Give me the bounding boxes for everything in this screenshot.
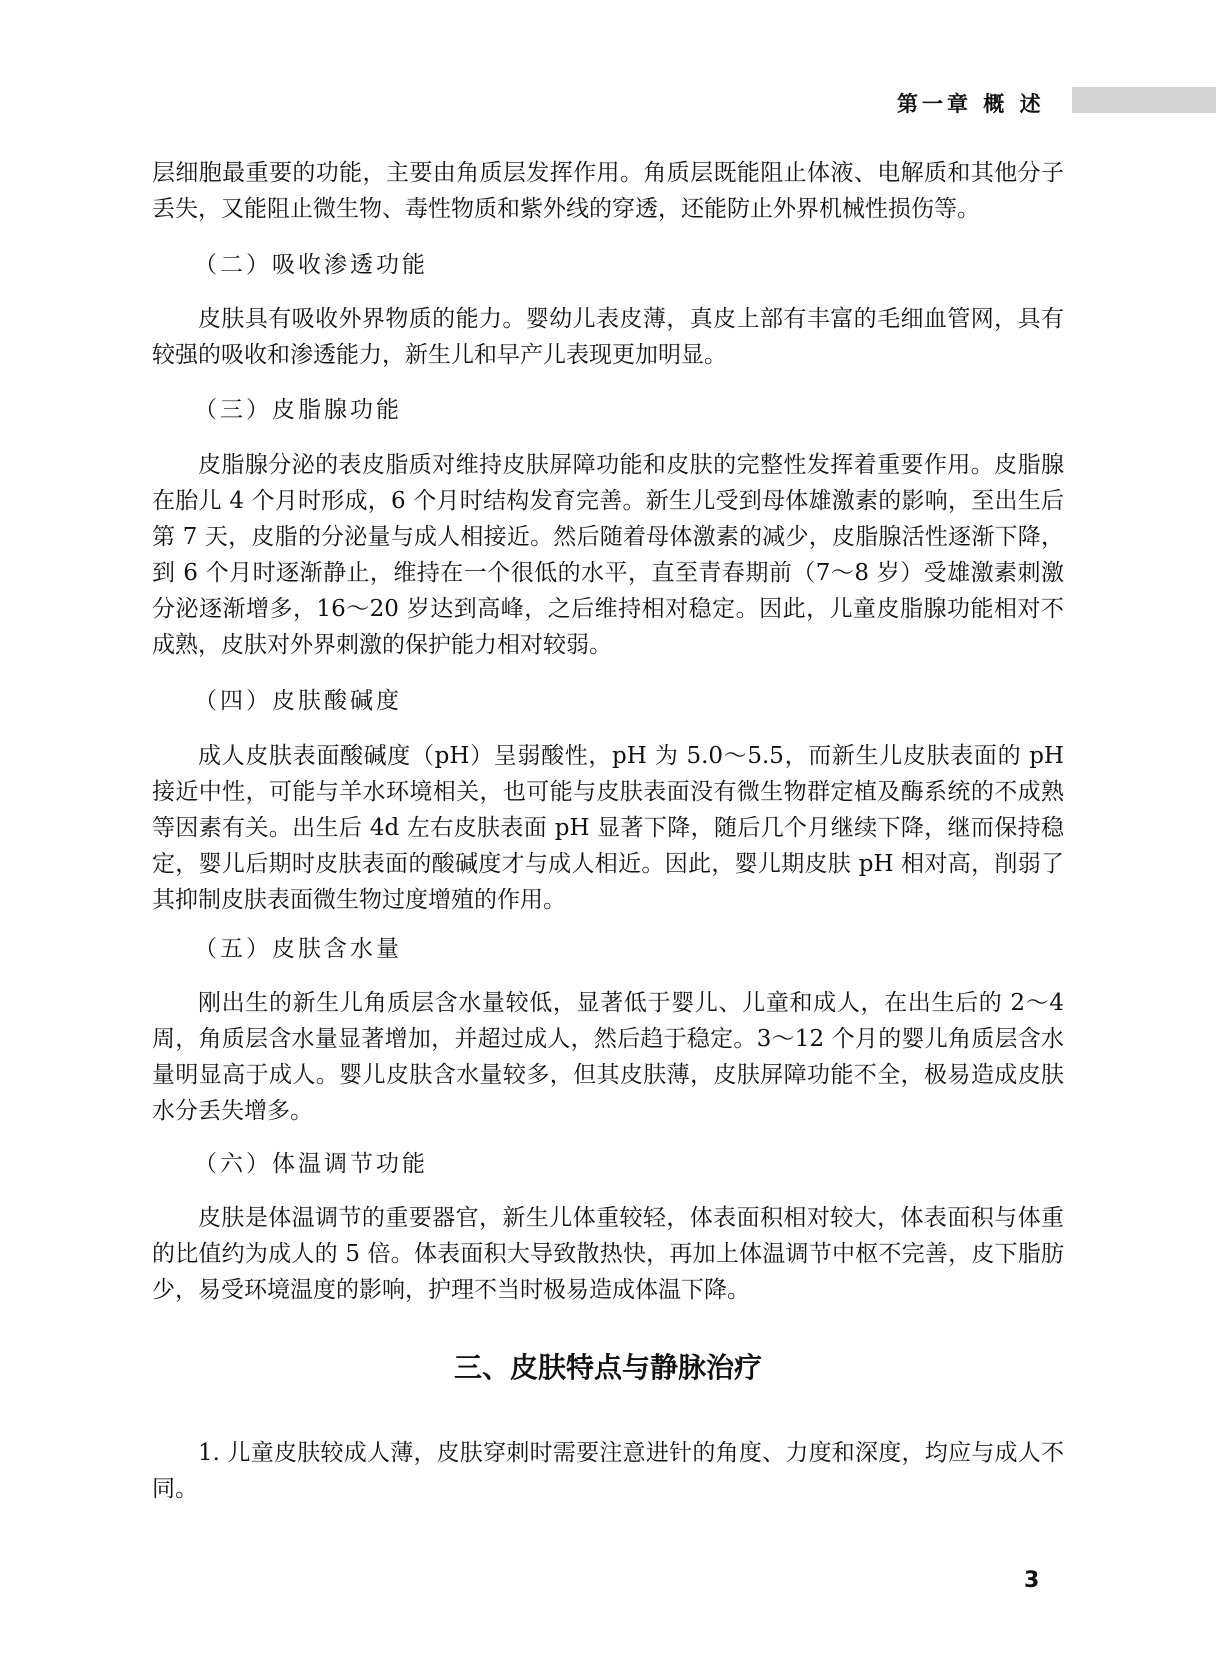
paragraph-point-1: 1. 儿童皮肤较成人薄，皮肤穿刺时需要注意进针的角度、力度和深度，均应与成人不同。 [152,1440,1064,1502]
paragraph-water-content: 刚出生的新生儿角质层含水量较低，显著低于婴儿、儿童和成人，在出生后的 2～4 周，角质层含水量显著增加，并超过成人，然后趋于稳定。3～12 个月的婴儿角质层含水量明显高于成人。婴儿皮肤含水量较多，但其皮肤薄，皮肤屏障功能不全，极易造成皮肤水分丢失增多。 [152,990,1064,1124]
subheading-thermoregulation: （六）体温调节功能 [194,1151,428,1177]
paragraph-thermoregulation: 皮肤是体温调节的重要器官，新生儿体重较轻，体表面积相对较大，体表面积与体重的比值约为成人的 5 倍。体表面积大导致散热快，再加上体温调节中枢不完善，皮下脂肪少，易受环境温度的影响，护理不当时极易造成体温下降。 [152,1205,1064,1303]
subheading-sebaceous: （三）皮脂腺功能 [194,397,402,423]
section-heading: 三、皮肤特点与静脉治疗 [453,1351,762,1384]
paragraph-ph: 成人皮肤表面酸碱度（pH）呈弱酸性，pH 为 5.0～5.5，而新生儿皮肤表面的 pH 接近中性，可能与羊水环境相关，也可能与皮肤表面没有微生物群定植及酶系统的不成熟等因素有关。出生后 4d 左右皮肤表面 pH 显著下降，随后几个月继续下降，继而保持稳定，婴儿后期时皮肤表面的酸碱度才与成人相近。因此，婴儿期皮肤 pH 相对高，削弱了其抑制皮肤表面微生物过度增殖的作用。 [152,743,1064,913]
paragraph-barrier-function: 层细胞最重要的功能，主要由角质层发挥作用。角质层既能阻止体液、电解质和其他分子丢失，又能阻止微生物、毒性物质和紫外线的穿透，还能防止外界机械性损伤等。 [152,160,1064,222]
subheading-absorption: （二）吸收渗透功能 [194,252,428,278]
paragraph-sebaceous: 皮脂腺分泌的表皮脂质对维持皮肤屏障功能和皮肤的完整性发挥着重要作用。皮脂腺在胎儿 4 个月时形成，6 个月时结构发育完善。新生儿受到母体雄激素的影响，至出生后第 7 天，皮脂的分泌量与成人相接近。然后随着母体激素的减少，皮脂腺活性逐渐下降，到 6 个月时逐渐静止，维持在一个很低的水平，直至青春期前（7～8 岁）受雄激素刺激分泌逐渐增多，16～20 岁达到高峰，之后维持相对稳定。因此，儿童皮脂腺功能相对不成熟，皮肤对外界刺激的保护能力相对较弱。 [152,452,1064,658]
subheading-water-content: （五）皮肤含水量 [194,936,402,962]
paragraph-absorption: 皮肤具有吸收外界物质的能力。婴幼儿表皮薄，真皮上部有丰富的毛细血管网，具有较强的吸收和渗透能力，新生儿和早产儿表现更加明显。 [152,306,1064,368]
chapter-title: 第一章 概 述 [897,92,1045,116]
header-bar [1072,87,1216,113]
page-number: 3 [1024,1568,1040,1593]
subheading-ph: （四）皮肤酸碱度 [194,688,402,714]
